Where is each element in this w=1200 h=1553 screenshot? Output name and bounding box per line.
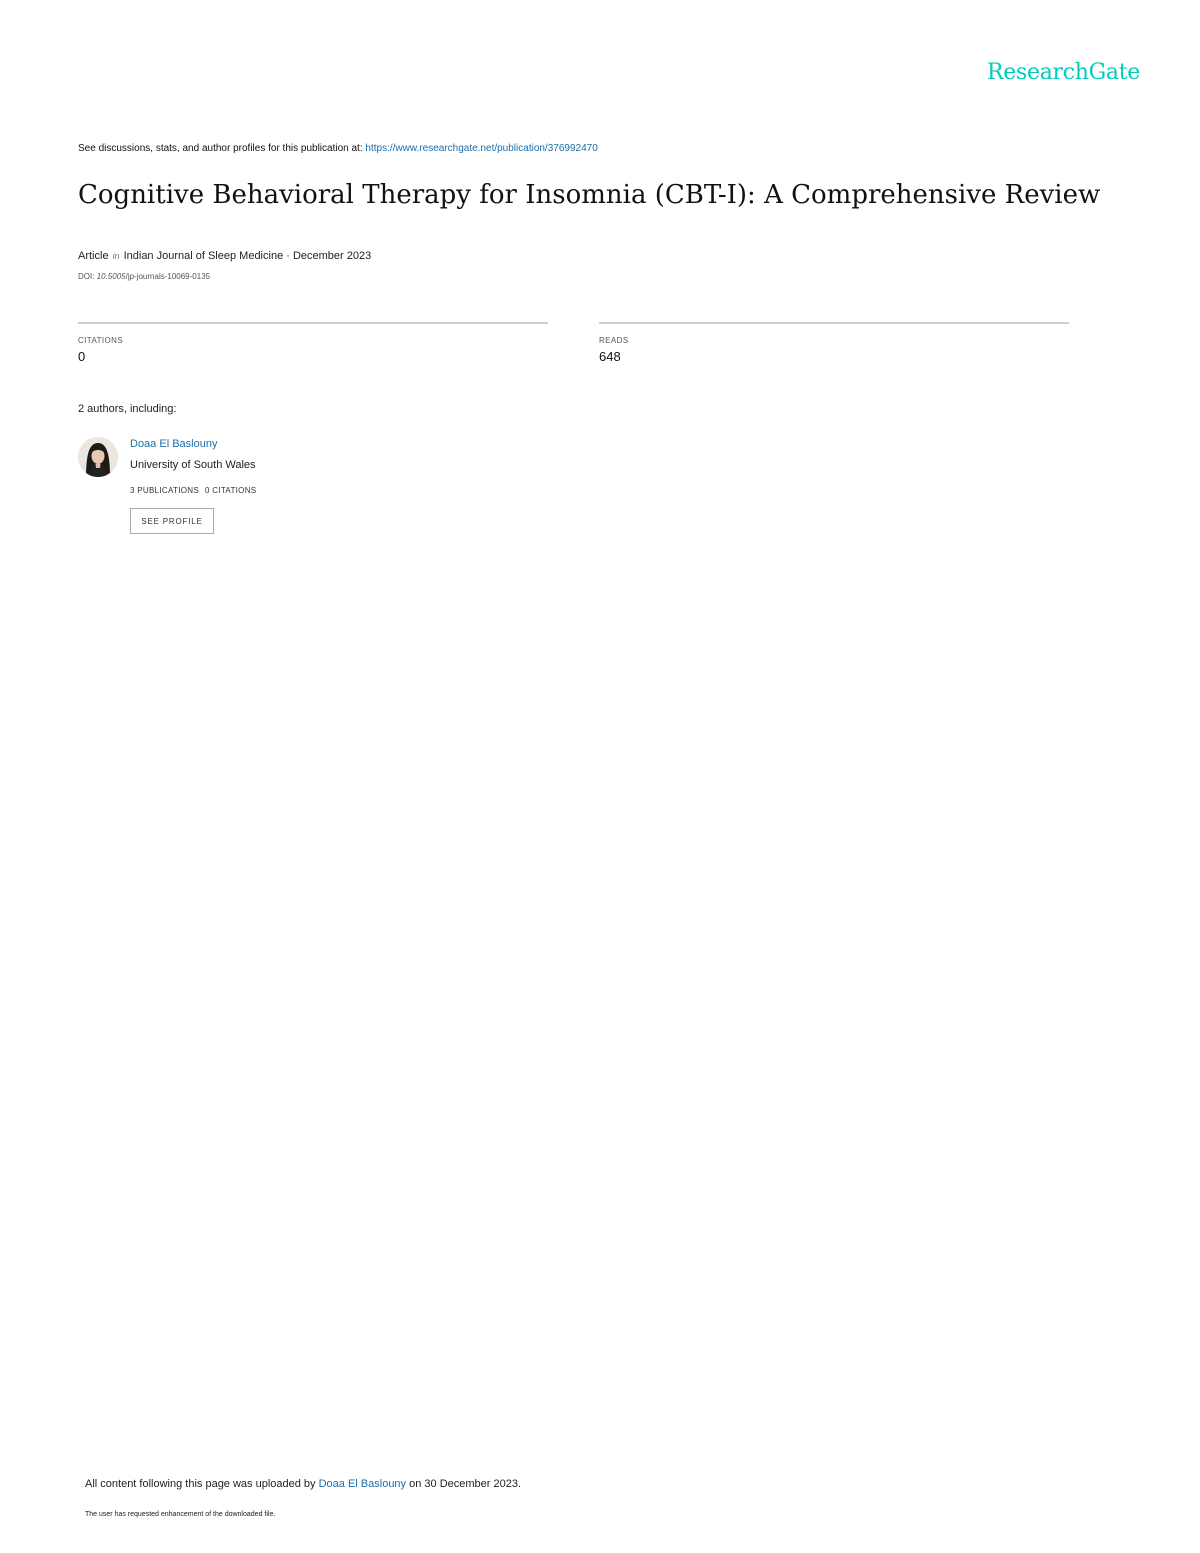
author-stats	[130, 486, 262, 495]
reads-stat	[599, 322, 1069, 364]
citations-value: 0	[78, 349, 86, 364]
see-profile-button[interactable]: SEE PROFILE	[130, 508, 214, 534]
author-institution: University of South Wales	[130, 459, 256, 471]
reads-value: 648	[599, 349, 621, 364]
publication-link-prefix: See discussions, stats, and author profiles for this publication at:	[78, 143, 366, 154]
upload-suffix: on 30 December 2023.	[406, 1478, 522, 1490]
reads-label: READS	[599, 336, 629, 345]
doi-prefix: 10.5005	[96, 272, 126, 281]
author-photo-icon	[78, 437, 118, 477]
author-publications: 3 PUBLICATIONS	[130, 486, 199, 495]
enhancement-note: The user has requested enhancement of the downloaded file.	[85, 1511, 276, 1518]
uploader-link[interactable]: Doaa El Baslouny	[318, 1478, 407, 1490]
doi-suffix: /jp-journals-10069-0135	[125, 272, 211, 281]
citations-label: CITATIONS	[78, 336, 124, 345]
doi-label: DOI:	[78, 272, 97, 281]
article-type: Article	[78, 250, 109, 262]
upload-notice	[85, 1478, 521, 1490]
researchgate-logo[interactable]: ResearchGate	[987, 60, 1140, 85]
authors-heading: 2 authors, including:	[78, 403, 177, 415]
publication-url-link[interactable]: https://www.researchgate.net/publication/376992470	[365, 143, 598, 154]
author-citations: 0 CITATIONS	[204, 486, 257, 495]
upload-prefix: All content following this page was uploaded by	[85, 1478, 319, 1490]
article-title: Cognitive Behavioral Therapy for Insomnia (CBT-I): A Comprehensive Review	[78, 180, 1101, 210]
journal-date: Indian Journal of Sleep Medicine · December 2023	[123, 250, 372, 262]
article-in-label: in	[112, 251, 120, 261]
author-avatar[interactable]	[78, 437, 118, 477]
author-name-link[interactable]: Doaa El Baslouny	[130, 438, 218, 450]
article-meta	[78, 250, 371, 262]
citations-stat	[78, 322, 548, 364]
publication-link-line	[78, 143, 598, 154]
article-doi	[78, 272, 210, 281]
